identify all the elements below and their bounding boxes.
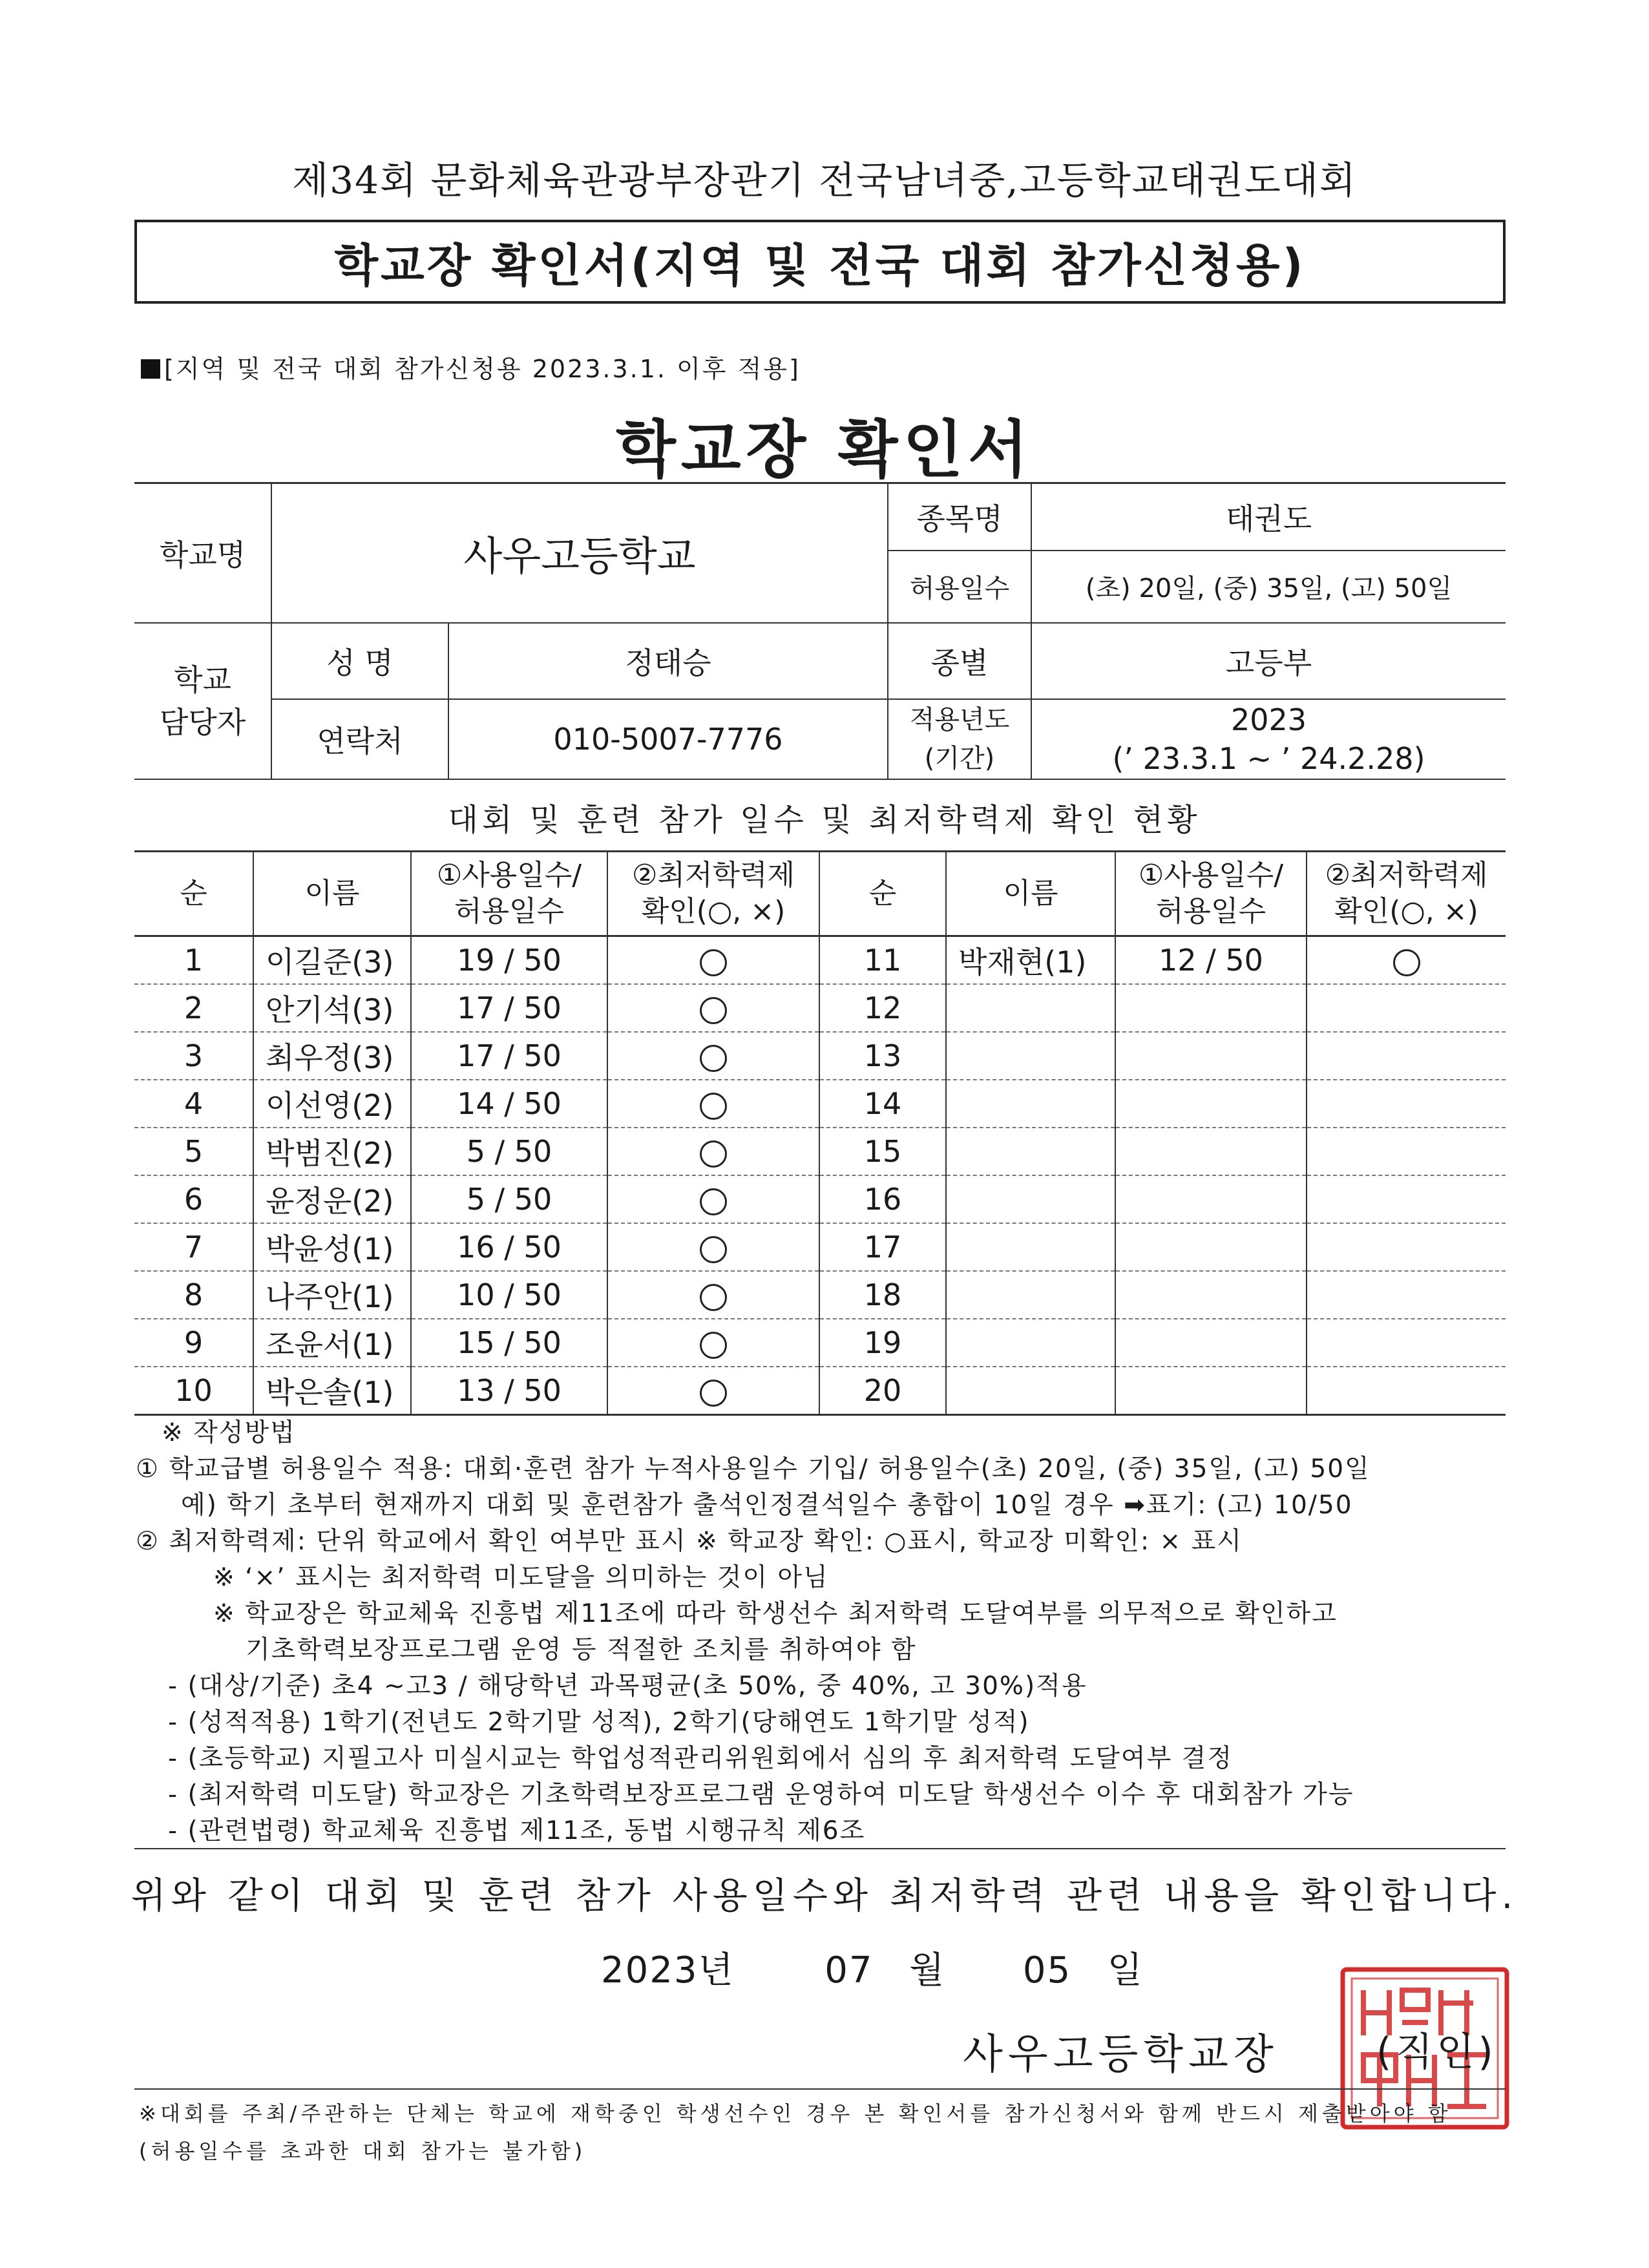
divider bbox=[134, 1848, 1506, 1849]
document-title-box bbox=[134, 220, 1506, 304]
row-number: 12 bbox=[819, 984, 946, 1032]
col-days bbox=[411, 852, 607, 936]
student-name bbox=[946, 1175, 1115, 1223]
student-name: 안기석(3) bbox=[253, 984, 411, 1032]
row-number: 2 bbox=[134, 984, 253, 1032]
principal-name: 사우고등학교장 bbox=[963, 2031, 1279, 2079]
circle-mark-icon bbox=[700, 1045, 727, 1072]
student-name bbox=[946, 1319, 1115, 1367]
academic-check bbox=[1307, 936, 1506, 985]
circle-mark-icon bbox=[700, 1380, 727, 1407]
writing-instructions bbox=[136, 1415, 1518, 1849]
academic-check bbox=[1307, 1271, 1506, 1319]
used-days bbox=[1115, 1032, 1307, 1080]
document-box-title: 학교장 확인서(지역 및 전국 대회 참가신청용) bbox=[334, 238, 1306, 292]
academic-check bbox=[1307, 1367, 1506, 1415]
row-number: 5 bbox=[134, 1128, 253, 1175]
seal-label: (직인) bbox=[1376, 2030, 1497, 2075]
row-number: 7 bbox=[134, 1223, 253, 1271]
col-check-line1: ②최저학력제 bbox=[632, 859, 795, 892]
date-year: 2023년 bbox=[601, 1949, 735, 1991]
row-number: 20 bbox=[819, 1367, 946, 1415]
row-number: 17 bbox=[819, 1223, 946, 1271]
col-name-2: 이름 bbox=[946, 852, 1115, 936]
divider bbox=[134, 2088, 1506, 2090]
applied-year-value-line2: (’ 23.3.1 ~ ’ 24.2.28) bbox=[1112, 740, 1425, 776]
note-item: - (관련법령) 학교체육 진흥법 제11조, 동법 시행규칙 제6조 bbox=[168, 1816, 866, 1845]
student-name bbox=[946, 1128, 1115, 1175]
participation-table bbox=[134, 850, 1506, 1416]
row-number: 4 bbox=[134, 1080, 253, 1128]
note-item: - (초등학교) 지필고사 미실시교는 학업성적관리위원회에서 심의 후 최저학력 도달여부 결정 bbox=[168, 1744, 1234, 1773]
circle-mark-icon bbox=[700, 997, 727, 1024]
date-day-unit: 일 bbox=[1107, 1949, 1144, 1991]
division-value: 고등부 bbox=[1031, 623, 1506, 699]
school-name-value: 사우고등학교 bbox=[271, 483, 888, 623]
student-name bbox=[946, 1223, 1115, 1271]
row-number: 14 bbox=[819, 1080, 946, 1128]
section-title: 대회 및 훈련 참가 일수 및 최저학력제 확인 현황 bbox=[448, 802, 1201, 838]
footer-line-1: ※대회를 주최/주관하는 단체는 학교에 재학중인 학생선수인 경우 본 확인서를 참가신청서와 함께 반드시 제출받아야 함 bbox=[139, 2101, 1452, 2126]
date-month: 07 bbox=[824, 1949, 874, 1991]
academic-check bbox=[1307, 1080, 1506, 1128]
circle-mark-icon bbox=[700, 1284, 727, 1311]
col-no-2: 순 bbox=[819, 852, 946, 936]
table-row bbox=[134, 1175, 1506, 1223]
row-number: 15 bbox=[819, 1128, 946, 1175]
col-days-2-line2: 허용일수 bbox=[1155, 895, 1266, 928]
page-title: 학교장 확인서 bbox=[616, 414, 1033, 486]
used-days: 12 / 50 bbox=[1115, 936, 1307, 985]
used-days bbox=[1115, 1080, 1307, 1128]
applied-year-label-line2: (기간) bbox=[924, 743, 995, 773]
row-number: 3 bbox=[134, 1032, 253, 1080]
note-item: ※ 학교장은 학교체육 진흥법 제11조에 따라 학생선수 최저학력 도달여부를 의무적으로 확인하고 bbox=[213, 1599, 1338, 1628]
circle-mark-icon bbox=[700, 1093, 727, 1120]
academic-check bbox=[607, 1128, 819, 1175]
student-name bbox=[946, 1080, 1115, 1128]
student-name: 나주안(1) bbox=[253, 1271, 411, 1319]
used-days bbox=[1115, 1223, 1307, 1271]
manager-label-line1: 학교 bbox=[174, 662, 231, 697]
academic-check bbox=[607, 1271, 819, 1319]
academic-check bbox=[607, 1175, 819, 1223]
manager-label-line2: 담당자 bbox=[159, 704, 246, 740]
student-name: 최우정(3) bbox=[253, 1032, 411, 1080]
applied-note-text: [지역 및 전국 대회 참가신청용 2023.3.1. 이후 적용] bbox=[164, 355, 801, 383]
square-bullet-icon bbox=[141, 359, 160, 379]
col-days-2-line1: ①사용일수/ bbox=[1138, 859, 1284, 892]
academic-check bbox=[1307, 1319, 1506, 1367]
academic-check bbox=[607, 984, 819, 1032]
student-name: 윤정운(2) bbox=[253, 1175, 411, 1223]
student-name bbox=[946, 1367, 1115, 1415]
student-name: 박범진(2) bbox=[253, 1128, 411, 1175]
academic-check bbox=[607, 1367, 819, 1415]
person-name-label: 성 명 bbox=[271, 623, 448, 699]
academic-check bbox=[607, 1319, 819, 1367]
row-number: 9 bbox=[134, 1319, 253, 1367]
used-days: 10 / 50 bbox=[411, 1271, 607, 1319]
table-row bbox=[134, 1080, 1506, 1128]
table-row bbox=[134, 1271, 1506, 1319]
row-number: 18 bbox=[819, 1271, 946, 1319]
manager-label bbox=[134, 623, 271, 779]
row-number: 6 bbox=[134, 1175, 253, 1223]
student-name bbox=[946, 984, 1115, 1032]
contact-label: 연락처 bbox=[271, 699, 448, 779]
allowed-days-label: 허용일수 bbox=[888, 551, 1031, 623]
academic-check bbox=[1307, 1032, 1506, 1080]
note-item: ① 학교급별 허용일수 적용: 대회·훈련 참가 누적사용일수 기입/ 허용일수(초) 20일, (중) 35일, (고) 50일 bbox=[136, 1454, 1371, 1484]
used-days: 17 / 50 bbox=[411, 984, 607, 1032]
col-days-line1: ①사용일수/ bbox=[436, 859, 582, 892]
applied-year-label-line1: 적용년도 bbox=[909, 704, 1010, 735]
school-name-label: 학교명 bbox=[134, 483, 271, 623]
student-name: 이길준(3) bbox=[253, 936, 411, 985]
academic-check bbox=[607, 1080, 819, 1128]
used-days: 14 / 50 bbox=[411, 1080, 607, 1128]
date-month-unit: 월 bbox=[909, 1949, 946, 1991]
notes-heading: ※ 작성방법 bbox=[162, 1418, 296, 1447]
sport-value: 태권도 bbox=[1031, 483, 1506, 551]
used-days: 5 / 50 bbox=[411, 1175, 607, 1223]
used-days bbox=[1115, 1128, 1307, 1175]
col-check-2-line1: ②최저학력제 bbox=[1325, 859, 1488, 892]
note-item: - (최저학력 미도달) 학교장은 기초학력보장프로그램 운영하여 미도달 학생선수 이수 후 대회참가 가능 bbox=[168, 1780, 1354, 1809]
student-name: 조윤서(1) bbox=[253, 1319, 411, 1367]
used-days: 17 / 50 bbox=[411, 1032, 607, 1080]
allowed-days-value: (초) 20일, (중) 35일, (고) 50일 bbox=[1031, 551, 1506, 623]
student-name bbox=[946, 1032, 1115, 1080]
used-days bbox=[1115, 984, 1307, 1032]
table-row bbox=[134, 1032, 1506, 1080]
used-days bbox=[1115, 1367, 1307, 1415]
note-item: 기초학력보장프로그램 운영 등 적절한 조치를 취하여야 함 bbox=[246, 1635, 917, 1664]
table-row bbox=[134, 984, 1506, 1032]
note-item: 예) 학기 초부터 현재까지 대회 및 훈련참가 출석인정결석일수 총합이 10일 경우 ➡표기: (고) 10/50 bbox=[181, 1491, 1353, 1520]
col-no: 순 bbox=[134, 852, 253, 936]
confirmation-statement: 위와 같이 대회 및 훈련 참가 사용일수와 최저학력 관련 내용을 확인합니다. bbox=[131, 1875, 1518, 1917]
row-number: 16 bbox=[819, 1175, 946, 1223]
row-number: 13 bbox=[819, 1032, 946, 1080]
student-name: 박재현(1) bbox=[946, 936, 1115, 985]
col-check-2-line2: 확인(○, ×) bbox=[1334, 895, 1478, 928]
note-item: ※ ‘×’ 표시는 최저학력 미도달을 의미하는 것이 아님 bbox=[213, 1563, 829, 1592]
student-name: 박윤성(1) bbox=[253, 1223, 411, 1271]
col-check-2 bbox=[1307, 852, 1506, 936]
col-name: 이름 bbox=[253, 852, 411, 936]
circle-mark-icon bbox=[700, 1188, 727, 1215]
school-info-table bbox=[134, 482, 1506, 780]
student-name: 이선영(2) bbox=[253, 1080, 411, 1128]
table-row bbox=[134, 1367, 1506, 1415]
applied-note bbox=[141, 349, 801, 384]
used-days: 19 / 50 bbox=[411, 936, 607, 985]
note-item: ② 최저학력제: 단위 학교에서 확인 여부만 표시 ※ 학교장 확인: ○표시, 학교장 미확인: × 표시 bbox=[136, 1527, 1243, 1556]
division-label: 종별 bbox=[888, 623, 1031, 699]
date-day: 05 bbox=[1022, 1949, 1072, 1991]
col-check-line2: 확인(○, ×) bbox=[641, 895, 786, 928]
col-days-2 bbox=[1115, 852, 1307, 936]
note-item: - (대상/기준) 초4 ~고3 / 해당학년 과목평균(초 50%, 중 40%, 고 30%)적용 bbox=[168, 1672, 1087, 1701]
table-row bbox=[134, 1223, 1506, 1271]
table-row bbox=[134, 936, 1506, 985]
circle-mark-icon bbox=[700, 1140, 727, 1168]
row-number: 10 bbox=[134, 1367, 253, 1415]
used-days: 15 / 50 bbox=[411, 1319, 607, 1367]
col-days-line2: 허용일수 bbox=[454, 895, 564, 928]
row-number: 19 bbox=[819, 1319, 946, 1367]
contact-value: 010-5007-7776 bbox=[448, 699, 888, 779]
academic-check bbox=[607, 1032, 819, 1080]
circle-mark-icon bbox=[700, 1236, 727, 1263]
academic-check bbox=[1307, 984, 1506, 1032]
applied-year-value-line1: 2023 bbox=[1230, 702, 1307, 737]
academic-check bbox=[1307, 1128, 1506, 1175]
used-days: 5 / 50 bbox=[411, 1128, 607, 1175]
circle-mark-icon bbox=[700, 949, 727, 976]
academic-check bbox=[607, 1223, 819, 1271]
footer-note bbox=[139, 2095, 1452, 2170]
used-days bbox=[1115, 1319, 1307, 1367]
row-number: 11 bbox=[819, 936, 946, 985]
footer-line-2: (허용일수를 초과한 대회 참가는 불가함) bbox=[139, 2139, 587, 2163]
used-days: 13 / 50 bbox=[411, 1367, 607, 1415]
applied-year-value bbox=[1031, 699, 1506, 779]
circle-mark-icon bbox=[700, 1332, 727, 1359]
academic-check bbox=[607, 936, 819, 985]
applied-year-label bbox=[888, 699, 1031, 779]
academic-check bbox=[1307, 1223, 1506, 1271]
used-days bbox=[1115, 1175, 1307, 1223]
event-title: 제34회 문화체육관광부장관기 전국남녀중,고등학교태권도대회 bbox=[292, 158, 1357, 202]
note-item: - (성적적용) 1학기(전년도 2학기말 성적), 2학기(당해연도 1학기말 성적) bbox=[168, 1708, 1030, 1737]
academic-check bbox=[1307, 1175, 1506, 1223]
circle-mark-icon bbox=[1393, 949, 1420, 976]
row-number: 8 bbox=[134, 1271, 253, 1319]
table-row bbox=[134, 1128, 1506, 1175]
used-days bbox=[1115, 1271, 1307, 1319]
confirmation-date bbox=[601, 1942, 1144, 1993]
row-number: 1 bbox=[134, 936, 253, 985]
used-days: 16 / 50 bbox=[411, 1223, 607, 1271]
person-name-value: 정태승 bbox=[448, 623, 888, 699]
student-name bbox=[946, 1271, 1115, 1319]
col-check bbox=[607, 852, 819, 936]
table-row bbox=[134, 1319, 1506, 1367]
sport-label: 종목명 bbox=[888, 483, 1031, 551]
student-name: 박은솔(1) bbox=[253, 1367, 411, 1415]
